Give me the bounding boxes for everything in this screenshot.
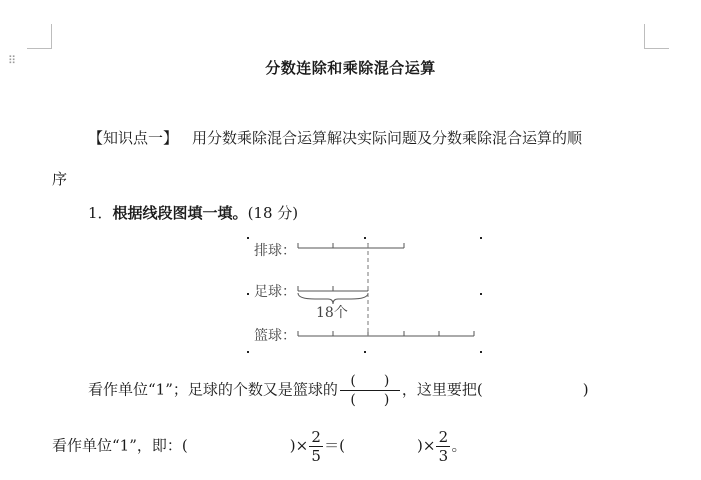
fraction-denominator-blank[interactable]: ( ) <box>350 392 390 408</box>
answer-fraction[interactable] <box>340 372 400 409</box>
sentence-2-close2: )× <box>417 436 436 455</box>
corner-dot <box>480 237 482 239</box>
corner-dot <box>247 293 249 295</box>
fraction-numerator: 2 <box>438 428 449 446</box>
fraction-denominator: 5 <box>311 447 321 465</box>
label-volleyball: 排球： <box>254 243 296 259</box>
corner-dot <box>247 351 249 353</box>
sentence-1-close: ) <box>582 380 589 399</box>
corner-dot <box>247 237 249 239</box>
fraction-denominator: 3 <box>438 447 449 465</box>
equals-open: ＝( <box>324 436 346 455</box>
corner-dot <box>480 293 482 295</box>
crop-mark-top-left <box>27 24 52 49</box>
football-brace <box>298 293 368 304</box>
brace-label: 18个 <box>316 305 348 321</box>
sentence-2-end: 。 <box>451 436 467 455</box>
knowledge-text: 用分数乘除混合运算解决实际问题及分数乘除混合运算的顺 <box>192 129 583 147</box>
drag-handle-icon[interactable]: ⠿ <box>8 54 18 67</box>
question-number: 1． <box>88 204 113 222</box>
corner-dot <box>364 237 366 239</box>
sentence-2-close1: )× <box>289 436 309 455</box>
sentence-1 <box>88 372 589 409</box>
crop-mark-top-right <box>644 24 669 49</box>
label-football: 足球： <box>254 284 296 300</box>
question-1 <box>88 202 298 223</box>
page-title: 分数连除和乘除混合运算 <box>265 59 436 77</box>
fraction-two-fifths <box>309 428 323 465</box>
fraction-numerator: 2 <box>311 428 321 446</box>
corner-dot <box>364 351 366 353</box>
sentence-1-part2: ，这里要把( <box>401 380 483 399</box>
fraction-two-thirds <box>436 428 450 465</box>
knowledge-point-cont: 序 <box>52 170 68 188</box>
label-basketball: 篮球： <box>254 328 296 344</box>
knowledge-tag: 【知识点一】 <box>88 129 179 147</box>
corner-dot <box>480 351 482 353</box>
knowledge-point <box>88 127 582 148</box>
fraction-numerator-blank[interactable]: ( ) <box>350 373 390 389</box>
line-segment-diagram <box>240 230 490 356</box>
question-text: 根据线段图填一填。 <box>112 204 248 222</box>
sentence-2 <box>52 428 466 465</box>
sentence-1-part1: 看作单位“1”；足球的个数又是篮球的 <box>88 380 338 399</box>
sentence-2-part1: 看作单位“1”，即：( <box>52 436 188 455</box>
question-score: (18 分) <box>247 204 299 222</box>
